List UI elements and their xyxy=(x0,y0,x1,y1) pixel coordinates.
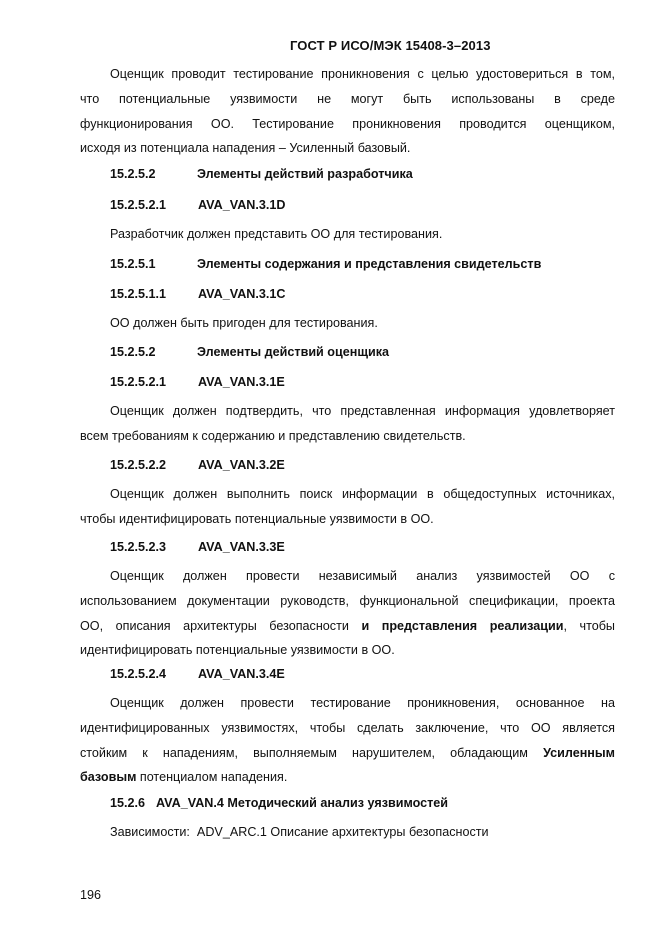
element-number: 15.2.5.2.1 xyxy=(110,198,167,212)
element-title: AVA_VAN.3.3E xyxy=(198,540,285,554)
text-run: потенциалом нападения. xyxy=(136,770,288,785)
section-heading-content-elements xyxy=(110,257,541,271)
text-line xyxy=(80,614,615,639)
paragraph-2e xyxy=(80,482,615,532)
paragraph-3e xyxy=(80,564,615,663)
element-number: 15.2.5.1.1 xyxy=(110,287,167,301)
text-line: функционирования ОО. Тестирование проникновения проводится оценщиком, xyxy=(80,116,615,131)
section-title: AVA_VAN.4 Методический анализ уязвимостей xyxy=(156,796,449,810)
page-number: 196 xyxy=(80,888,102,902)
text-line: что потенциальные уязвимости не могут быть использованы в среде xyxy=(80,91,615,106)
text-line: использованием документации руководств, функциональной спецификации, проекта xyxy=(80,593,615,608)
text-run: стойким к нападениям, выполняемым нарушителем, обладающим xyxy=(80,745,544,760)
section-number: 15.2.5.2 xyxy=(110,167,156,181)
element-title: AVA_VAN.3.1C xyxy=(198,287,286,301)
text-line: Оценщик должен выполнить поиск информации в общедоступных источниках, xyxy=(110,487,615,501)
text-line: всем требованиям к содержанию и представлению свидетельств. xyxy=(80,428,466,443)
text-run: ОО, описания архитектуры безопасности xyxy=(80,618,362,633)
paragraph-intro xyxy=(80,62,615,161)
element-heading-4e xyxy=(110,667,285,681)
text-line: ОО должен быть пригоден для тестирования. xyxy=(110,316,378,330)
element-title: AVA_VAN.3.4E xyxy=(198,667,285,681)
section-number: 15.2.6 xyxy=(110,796,146,810)
text-line: исходя из потенциала нападения – Усиленный базовый. xyxy=(80,141,411,156)
section-heading-evaluator-actions xyxy=(110,345,389,359)
text-line: Оценщик проводит тестирование проникновения с целью удостовериться в том, xyxy=(110,67,615,81)
element-number: 15.2.5.2.3 xyxy=(110,540,167,554)
paragraph-dependencies xyxy=(80,820,615,845)
text-line: Разработчик должен представить ОО для тестирования. xyxy=(110,227,443,241)
element-heading-3e xyxy=(110,540,285,554)
page-header: ГОСТ Р ИСО/МЭК 15408-3–2013 xyxy=(290,38,491,53)
section-number: 15.2.5.2 xyxy=(110,345,156,359)
element-number: 15.2.5.2.4 xyxy=(110,667,167,681)
section-title: Элементы действий оценщика xyxy=(197,345,390,359)
element-heading-2e xyxy=(110,458,285,472)
text-run: , чтобы xyxy=(563,618,615,633)
element-title: AVA_VAN.3.2E xyxy=(198,458,285,472)
paragraph-1d xyxy=(80,222,615,247)
emphasis-text: базовым xyxy=(80,770,137,785)
text-line: идентифицировать потенциальные уязвимости в ОО. xyxy=(80,643,395,658)
text-line: Зависимости: ADV_ARC.1 Описание архитектуры безопасности xyxy=(110,825,489,839)
text-line xyxy=(80,741,615,766)
paragraph-1c xyxy=(80,311,615,336)
element-title: AVA_VAN.3.1D xyxy=(198,198,286,212)
section-heading-van4 xyxy=(110,796,448,810)
text-line: чтобы идентифицировать потенциальные уязвимости в ОО. xyxy=(80,511,434,526)
emphasis-text: и представления реализации xyxy=(361,618,564,633)
element-title: AVA_VAN.3.1E xyxy=(198,375,285,389)
section-title: Элементы действий разработчика xyxy=(197,167,413,181)
section-title: Элементы содержания и представления свидетельств xyxy=(197,257,542,271)
section-heading-developer-actions xyxy=(110,167,413,181)
element-heading-1c xyxy=(110,287,285,301)
text-line: Оценщик должен провести тестирование проникновения, основанное на xyxy=(110,696,615,710)
paragraph-4e xyxy=(80,691,615,790)
emphasis-text: Усиленным xyxy=(543,745,615,760)
element-heading-1d xyxy=(110,198,285,212)
section-number: 15.2.5.1 xyxy=(110,257,156,271)
text-line: Оценщик должен провести независимый анализ уязвимостей ОО с xyxy=(110,569,615,583)
text-line xyxy=(80,765,615,790)
element-number: 15.2.5.2.1 xyxy=(110,375,167,389)
text-line: Оценщик должен подтвердить, что представленная информация удовлетворяет xyxy=(110,404,615,418)
element-heading-1e xyxy=(110,375,285,389)
element-number: 15.2.5.2.2 xyxy=(110,458,167,472)
text-line: идентифицированных уязвимостях, чтобы сделать заключение, что ОО является xyxy=(80,720,615,735)
paragraph-1e xyxy=(80,399,615,449)
